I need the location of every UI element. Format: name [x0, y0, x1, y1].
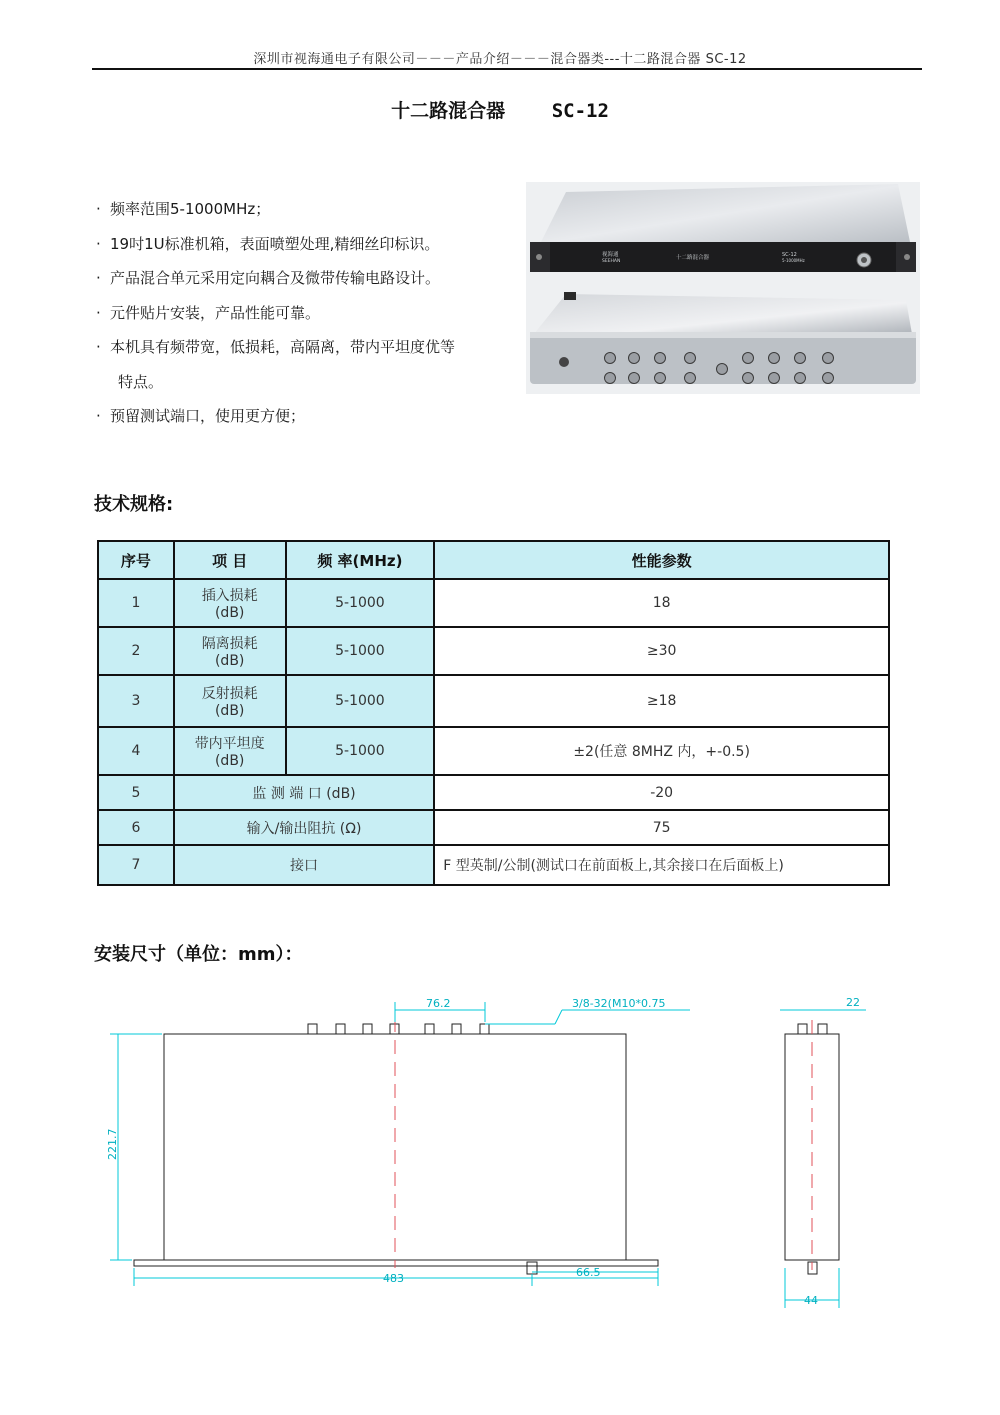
- cell-value: 18: [434, 579, 889, 627]
- feature-item: · 本机具有频带宽，低损耗，高隔离，带内平坦度优等: [96, 338, 456, 356]
- feature-list: [96, 192, 526, 434]
- dimension-drawing: [100, 990, 920, 1320]
- product-photo: [526, 182, 920, 394]
- product-name: 十二路混合器: [391, 100, 506, 122]
- cell-item: 接口: [174, 845, 434, 885]
- table-row: [98, 727, 889, 775]
- dim-thread-label: 3/8-32(M10*0.75: [572, 997, 666, 1010]
- cell-value: -20: [434, 775, 889, 810]
- table-header-row: [98, 541, 889, 579]
- header-item: 项 目: [174, 541, 286, 579]
- photo-label-name: 十二路混合器: [676, 255, 710, 261]
- photo-label-brand-en: SEEHAN: [602, 259, 621, 264]
- page-header: 深圳市视海通电子有限公司－－－产品介绍－－－混合器类---十二路混合器 SC-12: [253, 52, 747, 67]
- table-row: [98, 775, 889, 810]
- cell-item: 带内平坦度 (dB): [174, 727, 286, 775]
- cell-no: 3: [98, 675, 174, 727]
- dim-width-label: 483: [383, 1272, 404, 1285]
- feature-item: · 预留测试端口，使用更方便；: [96, 407, 306, 425]
- table-row: [98, 579, 889, 627]
- cell-value: 75: [434, 810, 889, 845]
- dim-side-bottom-label: 44: [804, 1294, 818, 1307]
- cell-value: ≥30: [434, 627, 889, 675]
- dim-offset-label: 66.5: [576, 1266, 601, 1279]
- cell-freq: 5-1000: [286, 627, 435, 675]
- cell-no: 1: [98, 579, 174, 627]
- dim-spacing-label: 76.2: [426, 997, 451, 1010]
- cell-value: ≥18: [434, 675, 889, 727]
- dim-side-top-label: 22: [846, 996, 860, 1009]
- cell-no: 5: [98, 775, 174, 810]
- header-value: 性能参数: [434, 541, 889, 579]
- feature-item: · 频率范围5-1000MHz；: [96, 200, 271, 218]
- photo-label-sub: 5-1000MHz: [782, 258, 805, 263]
- dim-height-label: 221.7: [106, 1128, 119, 1160]
- cell-value: F 型英制/公制(测试口在前面板上,其余接口在后面板上): [434, 845, 889, 885]
- dimension-section-title: 安装尺寸（单位：mm）：: [94, 944, 303, 965]
- table-row: [98, 810, 889, 845]
- cell-item: 插入损耗 (dB): [174, 579, 286, 627]
- spec-section-title: 技术规格:: [94, 494, 174, 515]
- cell-freq: 5-1000: [286, 579, 435, 627]
- cell-item: 输入/输出阻抗 (Ω): [174, 810, 434, 845]
- cell-freq: 5-1000: [286, 727, 435, 775]
- page-title: [0, 96, 1000, 123]
- feature-item-continuation: 特点。: [118, 372, 164, 391]
- centerline: [395, 1018, 812, 1270]
- table-row: [98, 845, 889, 885]
- cell-no: 7: [98, 845, 174, 885]
- feature-item: · 元件贴片安装，产品性能可靠。: [96, 303, 321, 322]
- table-row: [98, 627, 889, 675]
- cell-no: 4: [98, 727, 174, 775]
- cell-no: 2: [98, 627, 174, 675]
- spec-table: [97, 540, 890, 886]
- cell-item: 反射损耗 (dB): [174, 675, 286, 727]
- table-row: [98, 675, 889, 727]
- header-freq: 频 率(MHz): [286, 541, 435, 579]
- photo-label-brand: 视海通: [602, 252, 619, 258]
- cell-item: 监 测 端 口 (dB): [174, 775, 434, 810]
- feature-item: · 19吋1U标准机箱，表面喷塑处理,精细丝印标识。: [96, 234, 440, 253]
- header-no: 序号: [98, 541, 174, 579]
- cell-item: 隔离损耗 (dB): [174, 627, 286, 675]
- cell-no: 6: [98, 810, 174, 845]
- photo-label-model: SC-12: [782, 252, 797, 258]
- cell-freq: 5-1000: [286, 675, 435, 727]
- product-model: SC-12: [551, 100, 609, 122]
- header-divider: [92, 68, 922, 70]
- cell-value: ±2(任意 8MHZ 内，+-0.5): [434, 727, 889, 775]
- feature-item: · 产品混合单元采用定向耦合及微带传输电路设计。: [96, 269, 441, 287]
